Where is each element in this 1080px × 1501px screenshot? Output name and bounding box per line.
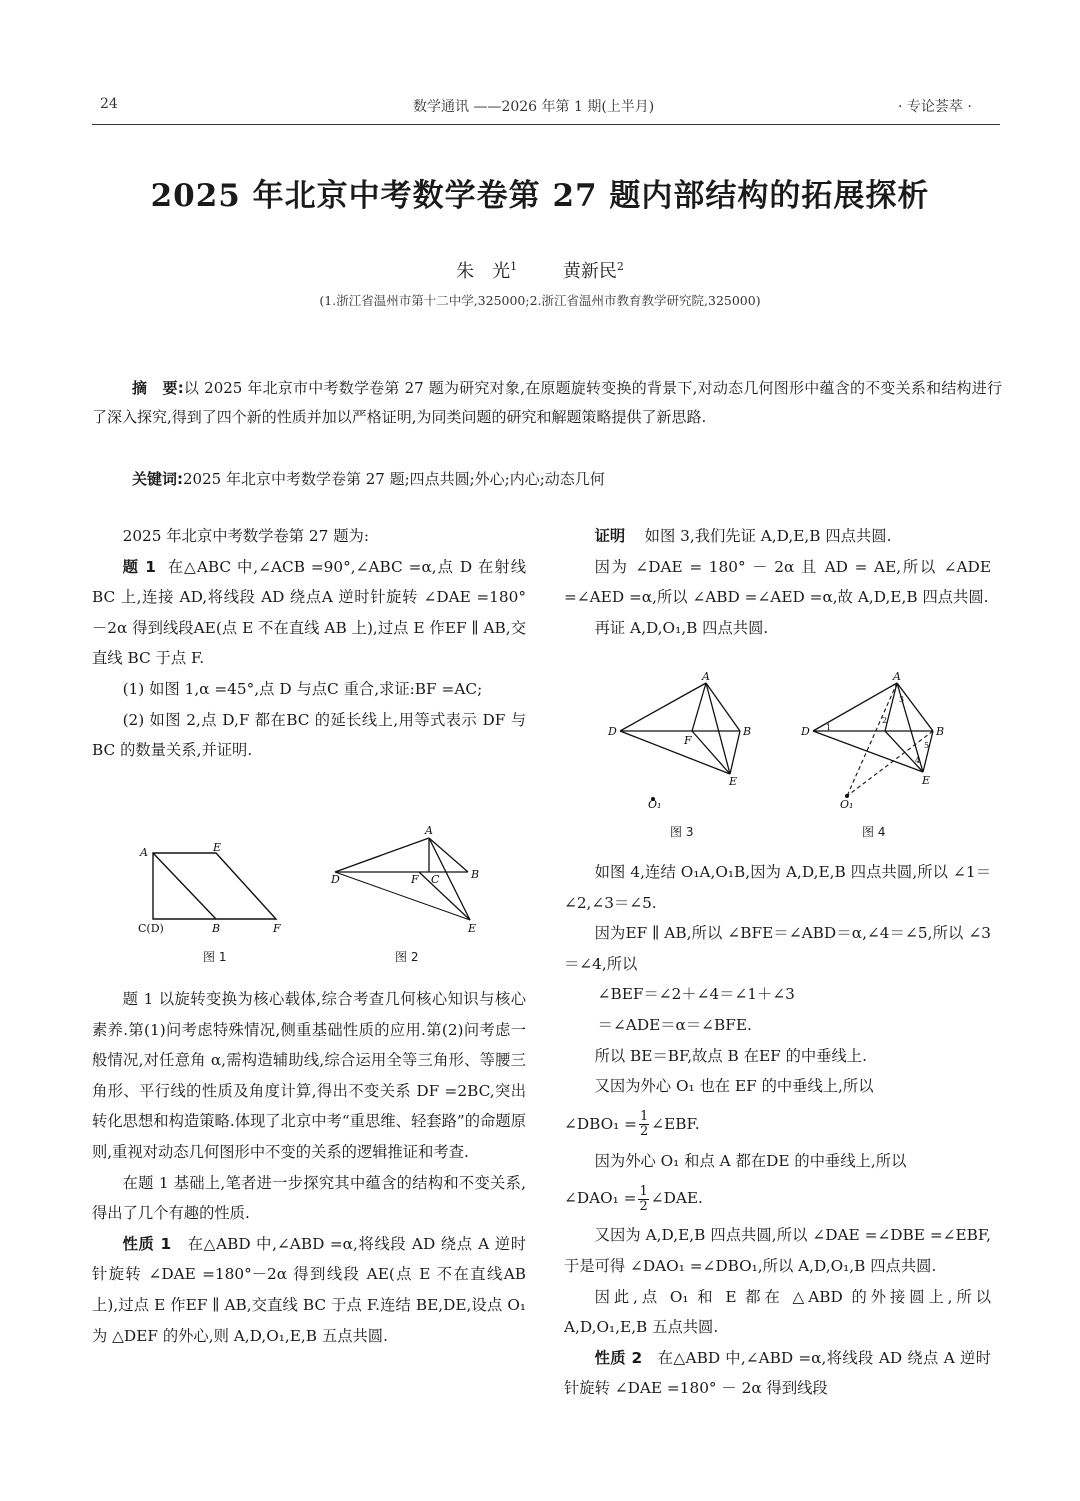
page-number: 24 bbox=[100, 96, 118, 112]
eq2-left: ∠DAO₁ = bbox=[564, 1189, 637, 1208]
fig4-caption: 图 4 bbox=[862, 825, 886, 839]
fig4-line-ab bbox=[897, 683, 933, 731]
header-rule bbox=[92, 124, 1000, 125]
eq1-numerator: 1 bbox=[639, 1109, 649, 1125]
fig3-line-ab bbox=[706, 683, 740, 731]
fig3-line-de bbox=[620, 731, 730, 774]
fig1-segment-ab bbox=[153, 853, 216, 919]
eq2-right: ∠DAE. bbox=[650, 1189, 703, 1208]
authors bbox=[0, 257, 1080, 283]
fig3-label-b: B bbox=[743, 725, 752, 738]
affiliation: (1.浙江省温州市第十二中学,325000;2.浙江省温州市教育教学研究院,325000) bbox=[319, 293, 761, 308]
author-2: 黄新民 bbox=[562, 261, 617, 282]
author-1: 朱 光 bbox=[456, 261, 511, 282]
abstract-text: 以 2025 年北京市中考数学卷第 27 题为研究对象,在原题旋转变换的背景下,对动态几何图形中蕴含的不变关系和结构进行了深入探究,得到了四个新的性质并加以严格证明,为同类问题的研究和解题策略提供了新思路. bbox=[92, 379, 1003, 426]
fig2-label-d: D bbox=[331, 873, 340, 886]
fig2-label-a: A bbox=[425, 824, 433, 837]
left-column-top bbox=[92, 521, 526, 766]
fig4-label-e: E bbox=[922, 774, 931, 787]
analysis-paragraph: 题 1 以旋转变换为核心载体,综合考查几何核心知识与核心素养.第(1)问考虑特殊情况,侧重基础性质的应用.第(2)问考虑一般情况,对任意角 α,需构造辅助线,综合运用全等三角形、等腰三角形、平行线的性质及角度计算,得出不变关系 DF =2BC,突出转化思想和构造策略.体现了北京中考“重思维、轻套路”的命题原则,重视对动态几何图形中不变的关系的逻辑推证和考查. bbox=[92, 990, 526, 1161]
fig3-label-d: D bbox=[608, 725, 617, 738]
fig3-label-a: A bbox=[702, 670, 710, 683]
explore-paragraph: 在题 1 基础上,笔者进一步探究其中蕴含的结构和不变关系,得出了几个有趣的性质. bbox=[92, 1173, 526, 1223]
fig4-label-d: D bbox=[801, 725, 810, 738]
problem-label: 题 1 bbox=[122, 557, 156, 576]
fig4-angle-3: 3 bbox=[899, 695, 905, 704]
proof-line-7: ＝∠ADE＝α＝∠BFE. bbox=[597, 1015, 752, 1034]
problem-part-2: (2) 如图 2,点 D,F 都在BC 的延长线上,用等式表示 DF 与 BC 的数量关系,并证明. bbox=[92, 710, 526, 760]
abstract bbox=[92, 374, 1002, 432]
proof-line-11: 又因为 A,D,E,B 四点共圆,所以 ∠DAE =∠DBE =∠EBF,于是可得 ∠DAO₁ =∠DBO₁,所以 A,D,O₁,B 四点共圆. bbox=[564, 1226, 991, 1275]
property-2 bbox=[564, 1343, 991, 1404]
eq2-numerator: 1 bbox=[639, 1183, 648, 1199]
section-header: · 专论荟萃 · bbox=[898, 99, 972, 115]
proof-line-9: 又因为外心 O₁ 也在 EF 的中垂线上,所以 bbox=[594, 1077, 874, 1096]
problem-text: 在△ABC 中,∠ACB =90°,∠ABC =α,点 D 在射线BC 上,连接 AD,将线段 AD 绕点A 逆时针旋转 ∠DAE =180°－2α 得到线段AE(点 E 不在直线 AB 上),过点 E 作EF ∥ AB,交直线 BC 于点 F. bbox=[92, 557, 526, 668]
fig2-label-c: C bbox=[431, 873, 440, 886]
fig4-line-de bbox=[813, 731, 923, 772]
proof-line-8: 所以 BE＝BF,故点 B 在EF 的中垂线上. bbox=[594, 1046, 867, 1065]
property-1-label: 性质 1 bbox=[122, 1234, 172, 1253]
fig3-label-f: F bbox=[684, 734, 692, 747]
problem-1 bbox=[92, 552, 526, 674]
eq1-fraction bbox=[639, 1110, 649, 1139]
fig4-angle-2: 2 bbox=[882, 716, 888, 725]
proof-label: 证明 bbox=[594, 527, 626, 545]
fig2-line-da bbox=[335, 838, 429, 872]
proof-line-2: 因为 ∠DAE = 180° － 2α 且 AD = AE,所以 ∠ADE =∠AED =α,所以 ∠ABD =∠AED =α,故 A,D,E,B 四点共圆. bbox=[564, 557, 991, 607]
fig2-line-fe bbox=[419, 872, 470, 920]
eq1-denominator: 2 bbox=[639, 1124, 649, 1140]
proof-intro bbox=[564, 521, 991, 552]
proof-line-10: 因为外心 O₁ 和点 A 都在DE 的中垂线上,所以 bbox=[594, 1151, 907, 1170]
fig4-angle-4: 4 bbox=[915, 756, 921, 765]
fig2-label-b: B bbox=[471, 868, 480, 881]
fig3-line-be bbox=[730, 731, 740, 774]
fig3-line-da bbox=[620, 683, 706, 731]
fig4-angle-1: 1 bbox=[826, 723, 832, 732]
figure-2 bbox=[325, 820, 495, 940]
fig1-label-a: A bbox=[140, 846, 148, 859]
proof-line-6: ∠BEF＝∠2＋∠4＝∠1＋∠3 bbox=[597, 985, 795, 1004]
intro-line: 2025 年北京中考数学卷第 27 题为: bbox=[122, 527, 369, 545]
right-column-top bbox=[564, 521, 991, 643]
fig4-label-o1: O₁ bbox=[840, 798, 854, 811]
fig2-caption: 图 2 bbox=[395, 950, 419, 964]
figure-1 bbox=[130, 840, 300, 940]
keywords bbox=[92, 465, 1002, 494]
fig2-label-f: F bbox=[411, 873, 419, 886]
fig1-label-e: E bbox=[213, 841, 222, 854]
fig3-label-e: E bbox=[729, 775, 738, 788]
eq1-right: ∠EBF. bbox=[651, 1114, 700, 1133]
eq1-left: ∠DBO₁ = bbox=[564, 1114, 637, 1133]
fig2-line-ab bbox=[429, 838, 468, 872]
fig2-label-e: E bbox=[468, 922, 477, 935]
property-2-label: 性质 2 bbox=[594, 1348, 643, 1367]
page-title: 2025 年北京中考数学卷第 27 题内部结构的拓展探析 bbox=[150, 178, 930, 214]
fig4-angle-5: 5 bbox=[924, 741, 930, 750]
fig3-caption: 图 3 bbox=[670, 825, 694, 839]
figure-4 bbox=[793, 668, 963, 813]
fig3-label-o1: O₁ bbox=[648, 798, 662, 811]
problem-part-1: (1) 如图 1,α =45°,点 D 与点C 重合,求证:BF =AC; bbox=[122, 679, 483, 698]
eq2-denominator: 2 bbox=[639, 1198, 648, 1214]
right-column-bottom bbox=[564, 857, 991, 1404]
abstract-label: 摘 要: bbox=[132, 379, 184, 397]
fig1-label-cd: C(D) bbox=[138, 922, 164, 935]
proof-line-4: 如图 4,连结 O₁A,O₁B,因为 A,D,E,B 四点共圆,所以 ∠1＝∠2,∠3＝∠5. bbox=[564, 863, 991, 912]
author-2-sup: 2 bbox=[616, 260, 624, 273]
fig4-line-ao1 bbox=[847, 683, 897, 796]
fig1-label-f: F bbox=[273, 922, 281, 935]
equation-2 bbox=[564, 1176, 991, 1220]
fig1-caption: 图 1 bbox=[203, 950, 227, 964]
figure-3 bbox=[600, 668, 770, 813]
proof-line-1: 如图 3,我们先证 A,D,E,B 四点共圆. bbox=[644, 527, 892, 545]
proof-line-5: 因为EF ∥ AB,所以 ∠BFE＝∠ABD＝α,∠4＝∠5,所以 ∠3＝∠4,所以 bbox=[564, 924, 991, 973]
left-column-bottom bbox=[92, 984, 526, 1351]
proof-line-12: 因此,点 O₁ 和 E 都在 △ABD 的外接圆上,所以 A,D,O₁,E,B 五点共圆. bbox=[564, 1287, 991, 1337]
property-1 bbox=[92, 1229, 526, 1351]
equation-1 bbox=[564, 1102, 991, 1146]
fig4-label-b: B bbox=[936, 725, 945, 738]
property-1-text: 在△ABD 中,∠ABD =α,将线段 AD 绕点 A 逆时针旋转 ∠DAE =180°－2α 得到线段 AE(点 E 不在直线AB 上),过点 E 作EF ∥ AB,交直线 BC 于点 F.连结 BE,DE,设点 O₁ 为 △DEF 的外心,则 A,D,O₁,E,B 五点共圆. bbox=[92, 1234, 526, 1345]
keywords-label: 关键词: bbox=[132, 470, 183, 488]
fig1-trapezoid bbox=[153, 853, 276, 919]
property-2-text: 在△ABD 中,∠ABD =α,将线段 AD 绕点 A 逆时针旋转 ∠DAE =180° － 2α 得到线段 bbox=[564, 1348, 991, 1398]
fig1-label-b: B bbox=[212, 922, 221, 935]
journal-header: 数学通讯 ——2026 年第 1 期(上半月) bbox=[413, 99, 655, 115]
eq2-fraction bbox=[638, 1185, 648, 1214]
proof-line-3: 再证 A,D,O₁,B 四点共圆. bbox=[594, 618, 769, 637]
keywords-text: 2025 年北京中考数学卷第 27 题;四点共圆;外心;内心;动态几何 bbox=[183, 470, 605, 488]
author-1-sup: 1 bbox=[510, 260, 518, 273]
fig4-label-a: A bbox=[893, 670, 901, 683]
